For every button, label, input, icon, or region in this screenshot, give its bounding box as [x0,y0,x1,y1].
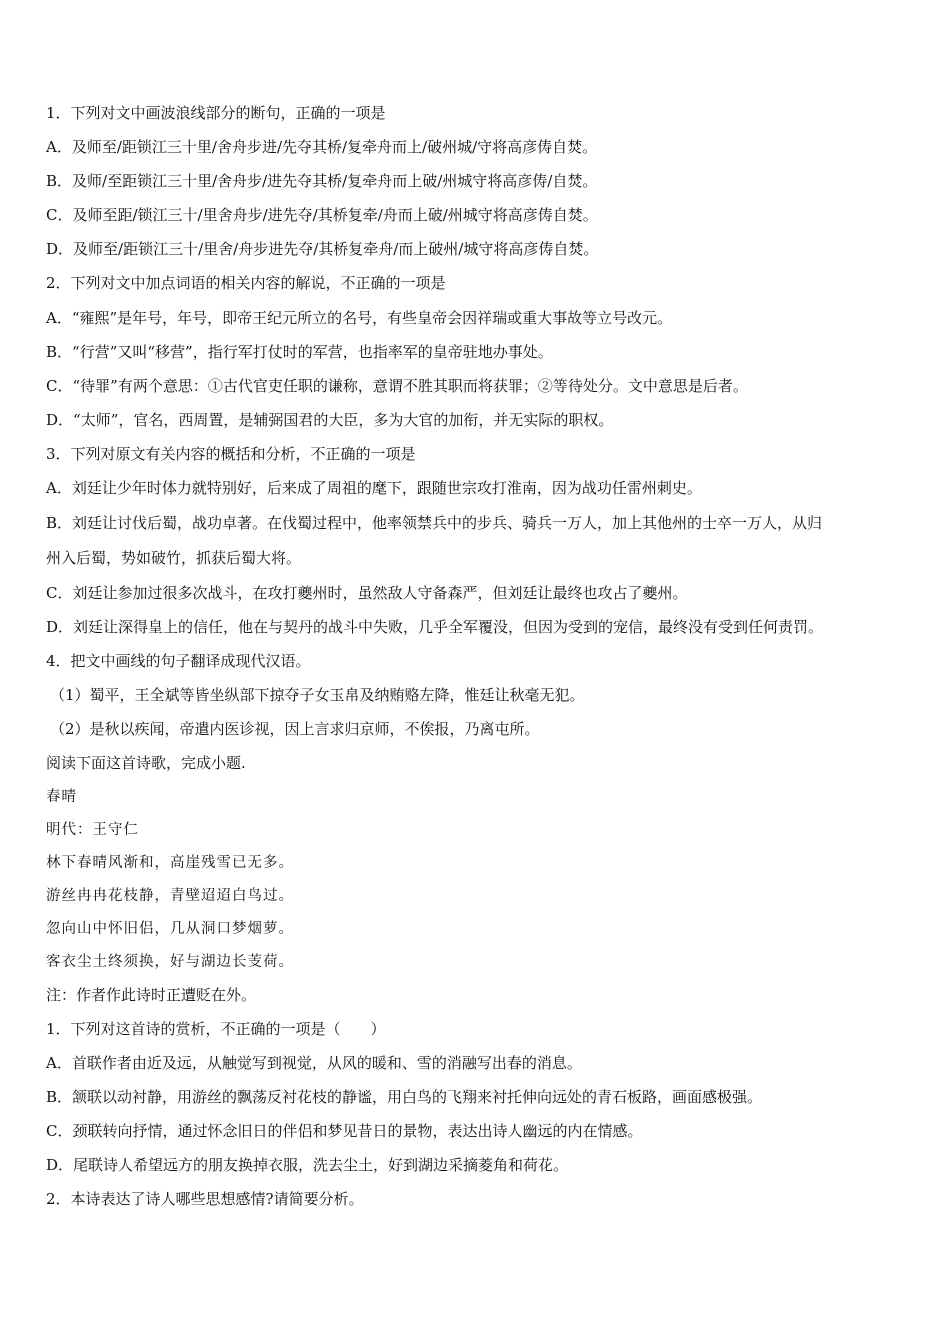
question-2-stem: 2．下列对文中加点词语的相关内容的解说，不正确的一项是 [46,274,446,292]
poem-question-1-option-b: B．颔联以动衬静，用游丝的飘荡反衬花枝的静谧，用白鸟的飞翔来衬托伸向远处的青石板路，画面感极强。 [46,1088,763,1106]
question-2-option-d: D．“太师”，官名，西周置，是辅弼国君的大臣，多为大官的加衔，并无实际的职权。 [46,411,614,429]
reading-instruction: 阅读下面这首诗歌，完成小题. [46,754,246,772]
question-2-option-c: C．“待罪”有两个意思：①古代官吏任职的谦称，意谓不胜其职而将获罪；②等待处分。文中意思是后者。 [46,377,748,395]
question-1-option-a: A．及师至/距锁江三十里/舍舟步进/先夺其桥/复牵舟而上/破州城/守将高彦俦自焚。 [46,138,598,156]
question-3-option-d: D．刘廷让深得皇上的信任，他在与契丹的战斗中失败，几乎全军覆没，但因为受到的宠信，最终没有受到任何责罚。 [46,618,824,636]
question-4-item-1: （1）蜀平，王全斌等皆坐纵部下掠夺子女玉帛及纳贿赂左降，惟廷让秋毫无犯。 [50,686,585,704]
question-3-option-c: C．刘廷让参加过很多次战斗，在攻打夔州时，虽然敌人守备森严，但刘廷让最终也攻占了夔州。 [46,584,688,602]
question-4-stem: 4．把文中画线的句子翻译成现代汉语。 [46,652,311,670]
poem-author: 明代：王守仁 [46,822,139,838]
poem-question-1-option-d: D．尾联诗人希望远方的朋友换掉衣服，洗去尘土，好到湖边采摘菱角和荷花。 [46,1156,569,1174]
question-2-option-a: A．“雍熙”是年号，年号，即帝王纪元所立的名号，有些皇帝会因祥瑞或重大事故等立号改元。 [46,309,673,327]
question-3-option-b-line2: 州入后蜀，势如破竹，抓获后蜀大将。 [46,549,302,567]
question-2-option-b: B．“行营”又叫“移营”，指行军打仗时的军营，也指率军的皇帝驻地办事处。 [46,343,553,361]
question-3-option-b-line1: B．刘廷让讨伐后蜀，战功卓著。在伐蜀过程中，他率领禁兵中的步兵、骑兵一万人，加上其他州的士卒一万人，从归 [46,514,823,532]
poem-line-4: 客衣尘土终须换，好与湖边长芰荷。 [46,954,294,970]
question-1-option-d: D．及师至/距锁江三十/里舍/舟步进先夺/其桥复牵舟/而上破州/城守将高彦俦自焚。 [46,240,599,258]
poem-line-2: 游丝冉冉花枝静，青壁迢迢白鸟过。 [46,888,294,904]
poem-note: 注：作者作此诗时正遭贬在外。 [46,986,257,1004]
poem-question-1-option-a: A．首联作者由近及远，从触觉写到视觉，从风的暖和、雪的消融写出春的消息。 [46,1054,582,1072]
question-4-item-2: （2）是秋以疾闻，帝遣内医诊视，因上言求归京师，不俟报，乃离屯所。 [50,720,540,738]
poem-line-3: 忽向山中怀旧侣，几从洞口梦烟萝。 [46,921,294,937]
question-1-option-c: C．及师至距/锁江三十/里舍舟步/进先夺/其桥复牵/舟而上破/州城守将高彦俦自焚。 [46,206,598,224]
poem-title: 春晴 [46,789,77,805]
question-1-option-b: B．及师/至距锁江三十里/舍舟步/进先夺其桥/复牵舟而上破/州城守将高彦俦/自焚。 [46,172,598,190]
poem-question-1-option-c: C．颈联转向抒情，通过怀念旧日的伴侣和梦见昔日的景物，表达出诗人幽远的内在情感。 [46,1122,643,1140]
question-3-stem: 3．下列对原文有关内容的概括和分析，不正确的一项是 [46,445,416,463]
question-1-stem: 1．下列对文中画波浪线部分的断句，正确的一项是 [46,104,386,122]
poem-question-2-stem: 2．本诗表达了诗人哪些思想感情?请简要分析。 [46,1190,364,1208]
question-3-option-a: A．刘廷让少年时体力就特别好，后来成了周祖的麾下，跟随世宗攻打淮南，因为战功任雷州刺史。 [46,479,702,497]
poem-question-1-stem: 1．下列对这首诗的赏析，不正确的一项是（ ） [46,1020,386,1038]
poem-line-1: 林下春晴风渐和，高崖残雪已无多。 [46,855,294,871]
